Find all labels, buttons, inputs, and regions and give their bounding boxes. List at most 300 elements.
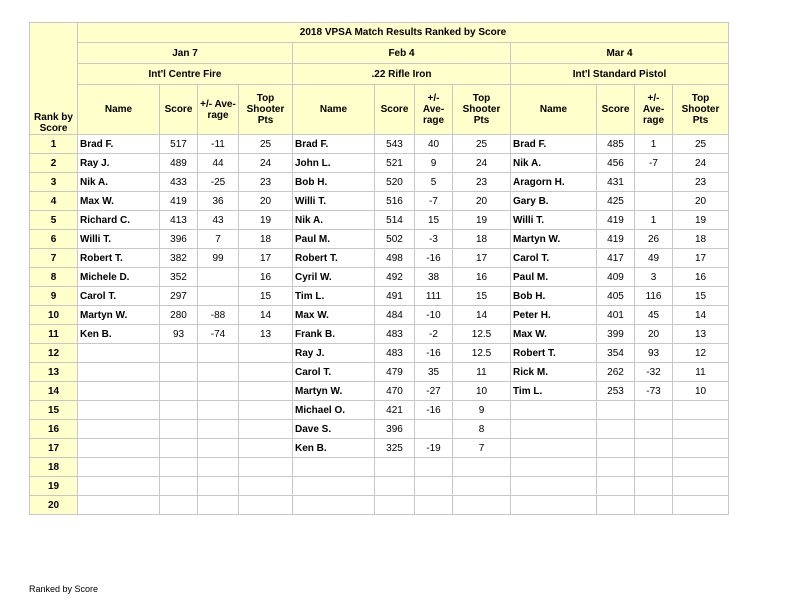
name-cell: Robert T.	[511, 344, 597, 363]
avg-cell: 5	[415, 173, 453, 192]
pts-cell: 18	[239, 230, 293, 249]
pts-cell: 24	[239, 154, 293, 173]
score-cell: 354	[597, 344, 635, 363]
column-header-pts: Top Shooter Pts	[453, 85, 511, 135]
avg-cell	[635, 173, 673, 192]
score-cell: 433	[160, 173, 198, 192]
pts-cell: 7	[453, 439, 511, 458]
pts-cell: 20	[239, 192, 293, 211]
name-cell: Bob H.	[293, 173, 375, 192]
column-header-pts: Top Shooter Pts	[673, 85, 729, 135]
pts-cell: 17	[239, 249, 293, 268]
match-event-1: Int'l Centre Fire	[78, 64, 293, 85]
avg-cell: 15	[415, 211, 453, 230]
avg-cell	[198, 496, 239, 515]
avg-cell: 111	[415, 287, 453, 306]
avg-cell	[415, 477, 453, 496]
pts-cell: 18	[673, 230, 729, 249]
name-cell: Max W.	[78, 192, 160, 211]
pts-cell	[673, 439, 729, 458]
avg-cell: 44	[198, 154, 239, 173]
match-date-1: Jan 7	[78, 43, 293, 64]
pts-cell: 12.5	[453, 344, 511, 363]
avg-cell: 43	[198, 211, 239, 230]
name-cell: Carol T.	[511, 249, 597, 268]
name-cell: Paul M.	[293, 230, 375, 249]
table-row	[30, 230, 729, 249]
rank-cell: 15	[30, 401, 78, 420]
score-cell	[597, 458, 635, 477]
name-cell	[511, 458, 597, 477]
name-cell	[293, 458, 375, 477]
avg-cell	[198, 268, 239, 287]
table-title: 2018 VPSA Match Results Ranked by Score	[78, 23, 729, 43]
pts-cell: 10	[453, 382, 511, 401]
pts-cell: 14	[673, 306, 729, 325]
pts-cell: 10	[673, 382, 729, 401]
pts-cell: 16	[453, 268, 511, 287]
pts-cell: 13	[673, 325, 729, 344]
score-cell	[160, 382, 198, 401]
name-cell: Bob H.	[511, 287, 597, 306]
score-cell: 456	[597, 154, 635, 173]
avg-cell: 26	[635, 230, 673, 249]
score-cell: 93	[160, 325, 198, 344]
rank-cell: 4	[30, 192, 78, 211]
pts-cell	[239, 401, 293, 420]
score-cell: 352	[160, 268, 198, 287]
name-cell	[78, 363, 160, 382]
score-cell: 517	[160, 135, 198, 154]
score-cell: 485	[597, 135, 635, 154]
table-row	[30, 477, 729, 496]
score-cell	[160, 439, 198, 458]
score-cell: 419	[597, 230, 635, 249]
rank-cell: 8	[30, 268, 78, 287]
table-row	[30, 401, 729, 420]
score-cell: 409	[597, 268, 635, 287]
avg-cell: -16	[415, 401, 453, 420]
score-cell: 492	[375, 268, 415, 287]
name-cell: Brad F.	[293, 135, 375, 154]
rank-cell: 1	[30, 135, 78, 154]
score-cell	[597, 477, 635, 496]
column-header-name: Name	[511, 85, 597, 135]
name-cell: Michael O.	[293, 401, 375, 420]
name-cell: Willi T.	[293, 192, 375, 211]
pts-cell: 25	[673, 135, 729, 154]
avg-cell: 1	[635, 135, 673, 154]
avg-cell	[635, 439, 673, 458]
pts-cell	[673, 477, 729, 496]
pts-cell	[239, 344, 293, 363]
rank-cell: 20	[30, 496, 78, 515]
avg-cell: 45	[635, 306, 673, 325]
score-cell: 431	[597, 173, 635, 192]
avg-cell: -7	[635, 154, 673, 173]
column-header-name: Name	[78, 85, 160, 135]
match-event-2: .22 Rifle Iron	[293, 64, 511, 85]
name-cell	[78, 420, 160, 439]
pts-cell: 24	[673, 154, 729, 173]
avg-cell: 38	[415, 268, 453, 287]
name-cell	[511, 401, 597, 420]
name-cell	[511, 477, 597, 496]
name-cell: Ken B.	[78, 325, 160, 344]
rank-cell: 11	[30, 325, 78, 344]
name-cell: Ken B.	[293, 439, 375, 458]
score-cell	[597, 496, 635, 515]
rank-cell: 17	[30, 439, 78, 458]
rank-cell: 14	[30, 382, 78, 401]
pts-cell	[239, 420, 293, 439]
pts-cell	[673, 401, 729, 420]
name-cell: Nik A.	[293, 211, 375, 230]
name-cell: Robert T.	[293, 249, 375, 268]
score-cell: 253	[597, 382, 635, 401]
score-cell: 484	[375, 306, 415, 325]
score-cell: 421	[375, 401, 415, 420]
score-cell: 413	[160, 211, 198, 230]
avg-cell	[198, 420, 239, 439]
name-cell: Ray J.	[78, 154, 160, 173]
table-row	[30, 420, 729, 439]
table-row	[30, 268, 729, 287]
name-cell: Michele D.	[78, 268, 160, 287]
name-cell: Tim L.	[293, 287, 375, 306]
name-cell: Carol T.	[78, 287, 160, 306]
score-cell: 498	[375, 249, 415, 268]
rank-cell: 12	[30, 344, 78, 363]
name-cell: Tim L.	[511, 382, 597, 401]
name-cell	[78, 439, 160, 458]
column-header-score: Score	[375, 85, 415, 135]
score-cell: 425	[597, 192, 635, 211]
pts-cell: 20	[673, 192, 729, 211]
name-cell: Brad F.	[78, 135, 160, 154]
score-cell: 470	[375, 382, 415, 401]
pts-cell	[453, 496, 511, 515]
pts-cell: 11	[673, 363, 729, 382]
table-row	[30, 458, 729, 477]
score-cell: 405	[597, 287, 635, 306]
pts-cell	[673, 420, 729, 439]
avg-cell: -10	[415, 306, 453, 325]
name-cell: Rick M.	[511, 363, 597, 382]
avg-cell	[635, 477, 673, 496]
name-cell: Carol T.	[293, 363, 375, 382]
avg-cell: 35	[415, 363, 453, 382]
name-cell	[78, 477, 160, 496]
results-table	[29, 22, 729, 515]
score-cell: 483	[375, 344, 415, 363]
name-cell: Cyril W.	[293, 268, 375, 287]
avg-cell: -32	[635, 363, 673, 382]
avg-cell	[198, 382, 239, 401]
table-row	[30, 439, 729, 458]
score-cell	[160, 458, 198, 477]
pts-cell	[239, 382, 293, 401]
avg-cell	[635, 496, 673, 515]
match-event-3: Int'l Standard Pistol	[511, 64, 729, 85]
score-cell	[160, 401, 198, 420]
pts-cell: 13	[239, 325, 293, 344]
pts-cell	[239, 363, 293, 382]
column-header-avg: +/- Ave-rage	[198, 85, 239, 135]
pts-cell	[239, 458, 293, 477]
score-cell: 396	[375, 420, 415, 439]
score-cell: 543	[375, 135, 415, 154]
name-cell: Nik A.	[511, 154, 597, 173]
score-cell: 417	[597, 249, 635, 268]
table-row	[30, 363, 729, 382]
score-cell	[375, 496, 415, 515]
name-cell: Max W.	[511, 325, 597, 344]
table-row	[30, 154, 729, 173]
avg-cell	[198, 477, 239, 496]
name-cell: Martyn W.	[511, 230, 597, 249]
avg-cell: -2	[415, 325, 453, 344]
score-cell: 491	[375, 287, 415, 306]
name-cell: Frank B.	[293, 325, 375, 344]
pts-cell: 16	[673, 268, 729, 287]
pts-cell: 24	[453, 154, 511, 173]
avg-cell	[415, 496, 453, 515]
table-row	[30, 325, 729, 344]
avg-cell	[635, 401, 673, 420]
avg-cell	[198, 344, 239, 363]
avg-cell: 49	[635, 249, 673, 268]
pts-cell	[239, 496, 293, 515]
avg-cell	[198, 458, 239, 477]
pts-cell	[239, 477, 293, 496]
avg-cell: 93	[635, 344, 673, 363]
avg-cell: -16	[415, 344, 453, 363]
avg-cell: 9	[415, 154, 453, 173]
rank-cell: 13	[30, 363, 78, 382]
name-cell: Nik A.	[78, 173, 160, 192]
pts-cell: 19	[453, 211, 511, 230]
score-cell	[375, 458, 415, 477]
avg-cell	[198, 439, 239, 458]
pts-cell: 11	[453, 363, 511, 382]
pts-cell: 20	[453, 192, 511, 211]
pts-cell: 17	[673, 249, 729, 268]
name-cell	[78, 382, 160, 401]
avg-cell: -7	[415, 192, 453, 211]
avg-cell	[198, 287, 239, 306]
rank-cell: 5	[30, 211, 78, 230]
table-row	[30, 382, 729, 401]
pts-cell: 15	[453, 287, 511, 306]
avg-cell	[635, 458, 673, 477]
avg-cell: 99	[198, 249, 239, 268]
score-cell	[160, 477, 198, 496]
table-row	[30, 249, 729, 268]
avg-cell: 1	[635, 211, 673, 230]
pts-cell	[239, 439, 293, 458]
name-cell	[511, 439, 597, 458]
table-row	[30, 287, 729, 306]
pts-cell: 8	[453, 420, 511, 439]
score-cell: 419	[160, 192, 198, 211]
name-cell: Martyn W.	[78, 306, 160, 325]
table-row	[30, 211, 729, 230]
score-cell: 514	[375, 211, 415, 230]
column-header-score: Score	[160, 85, 198, 135]
name-cell: Paul M.	[511, 268, 597, 287]
name-cell: John L.	[293, 154, 375, 173]
score-cell: 297	[160, 287, 198, 306]
name-cell: Max W.	[293, 306, 375, 325]
name-cell: Richard C.	[78, 211, 160, 230]
pts-cell: 23	[239, 173, 293, 192]
avg-cell: 3	[635, 268, 673, 287]
name-cell: Dave S.	[293, 420, 375, 439]
name-cell	[78, 458, 160, 477]
avg-cell: -74	[198, 325, 239, 344]
avg-cell	[635, 420, 673, 439]
name-cell: Robert T.	[78, 249, 160, 268]
score-cell	[597, 420, 635, 439]
table-row	[30, 344, 729, 363]
column-header-score: Score	[597, 85, 635, 135]
match-date-2: Feb 4	[293, 43, 511, 64]
rank-cell: 16	[30, 420, 78, 439]
pts-cell	[673, 458, 729, 477]
pts-cell: 16	[239, 268, 293, 287]
table-row	[30, 306, 729, 325]
pts-cell: 14	[453, 306, 511, 325]
footer-label: Ranked by Score	[29, 584, 99, 594]
rank-cell: 2	[30, 154, 78, 173]
score-cell: 479	[375, 363, 415, 382]
pts-cell: 12	[673, 344, 729, 363]
avg-cell: 40	[415, 135, 453, 154]
avg-cell	[415, 458, 453, 477]
score-cell	[160, 344, 198, 363]
name-cell: Willi T.	[78, 230, 160, 249]
table-row	[30, 173, 729, 192]
score-cell: 396	[160, 230, 198, 249]
rank-cell: 7	[30, 249, 78, 268]
name-cell: Peter H.	[511, 306, 597, 325]
avg-cell: -16	[415, 249, 453, 268]
rank-cell: 18	[30, 458, 78, 477]
pts-cell	[673, 496, 729, 515]
score-cell	[375, 477, 415, 496]
rank-cell: 3	[30, 173, 78, 192]
score-cell	[597, 401, 635, 420]
avg-cell: 7	[198, 230, 239, 249]
avg-cell	[198, 401, 239, 420]
avg-cell: 116	[635, 287, 673, 306]
rank-cell: 6	[30, 230, 78, 249]
rank-header: Rank by Score	[30, 23, 78, 135]
avg-cell: 20	[635, 325, 673, 344]
score-cell: 489	[160, 154, 198, 173]
name-cell	[511, 496, 597, 515]
column-header-avg: +/- Ave-rage	[415, 85, 453, 135]
pts-cell: 23	[673, 173, 729, 192]
avg-cell: 36	[198, 192, 239, 211]
pts-cell: 15	[673, 287, 729, 306]
pts-cell: 23	[453, 173, 511, 192]
score-cell: 516	[375, 192, 415, 211]
score-cell: 262	[597, 363, 635, 382]
avg-cell: -25	[198, 173, 239, 192]
pts-cell: 17	[453, 249, 511, 268]
score-cell	[160, 363, 198, 382]
avg-cell: -11	[198, 135, 239, 154]
name-cell: Gary B.	[511, 192, 597, 211]
score-cell: 382	[160, 249, 198, 268]
column-header-pts: Top Shooter Pts	[239, 85, 293, 135]
pts-cell: 14	[239, 306, 293, 325]
pts-cell: 25	[239, 135, 293, 154]
pts-cell: 9	[453, 401, 511, 420]
pts-cell: 19	[673, 211, 729, 230]
pts-cell	[453, 477, 511, 496]
column-header-avg: +/- Ave-rage	[635, 85, 673, 135]
pts-cell: 19	[239, 211, 293, 230]
name-cell	[511, 420, 597, 439]
score-cell: 325	[375, 439, 415, 458]
score-cell	[597, 439, 635, 458]
match-date-3: Mar 4	[511, 43, 729, 64]
score-cell: 483	[375, 325, 415, 344]
name-cell: Ray J.	[293, 344, 375, 363]
score-cell	[160, 496, 198, 515]
pts-cell: 18	[453, 230, 511, 249]
pts-cell: 15	[239, 287, 293, 306]
name-cell	[78, 344, 160, 363]
rank-cell: 19	[30, 477, 78, 496]
pts-cell: 25	[453, 135, 511, 154]
table-row	[30, 192, 729, 211]
score-cell: 520	[375, 173, 415, 192]
table-row	[30, 496, 729, 515]
avg-cell: -73	[635, 382, 673, 401]
score-cell	[160, 420, 198, 439]
score-cell: 280	[160, 306, 198, 325]
avg-cell: -19	[415, 439, 453, 458]
avg-cell	[198, 363, 239, 382]
score-cell: 502	[375, 230, 415, 249]
name-cell	[78, 401, 160, 420]
name-cell: Brad F.	[511, 135, 597, 154]
avg-cell: -88	[198, 306, 239, 325]
rank-cell: 10	[30, 306, 78, 325]
name-cell: Aragorn H.	[511, 173, 597, 192]
score-cell: 399	[597, 325, 635, 344]
score-cell: 401	[597, 306, 635, 325]
column-header-name: Name	[293, 85, 375, 135]
name-cell: Willi T.	[511, 211, 597, 230]
avg-cell: -27	[415, 382, 453, 401]
name-cell	[293, 496, 375, 515]
avg-cell	[415, 420, 453, 439]
pts-cell: 12.5	[453, 325, 511, 344]
name-cell	[78, 496, 160, 515]
score-cell: 419	[597, 211, 635, 230]
table-row	[30, 135, 729, 154]
pts-cell	[453, 458, 511, 477]
name-cell: Martyn W.	[293, 382, 375, 401]
score-cell: 521	[375, 154, 415, 173]
avg-cell	[635, 192, 673, 211]
name-cell	[293, 477, 375, 496]
